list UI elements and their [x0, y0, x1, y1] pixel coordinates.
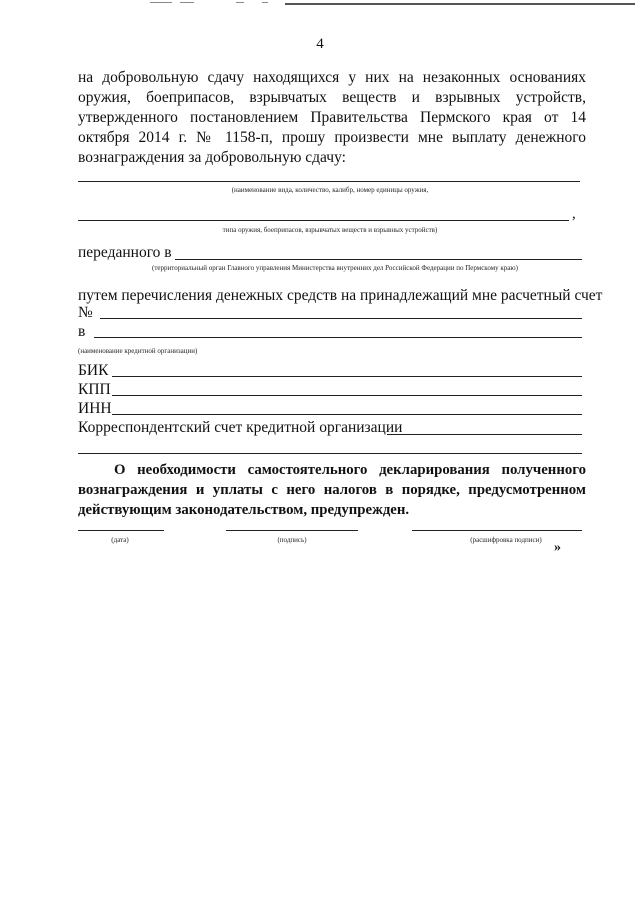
bank-name-line[interactable]	[94, 337, 582, 338]
account-number-line[interactable]	[100, 318, 582, 319]
corr-account-line[interactable]	[387, 434, 582, 435]
corr-account-line-2[interactable]	[78, 453, 582, 454]
transferred-to-label: переданного в	[78, 244, 172, 261]
tax-warning	[78, 460, 586, 520]
territorial-body-line[interactable]	[175, 259, 582, 260]
account-number-label: №	[78, 304, 93, 321]
credit-org-caption: (наименование кредитной организации)	[78, 347, 198, 355]
weapon-type-caption: типа оружия, боеприпасов, взрывчатых веществ и взрывных устройств)	[222, 226, 438, 234]
signature-caption: (подпись)	[277, 536, 307, 544]
intro-paragraph: на добровольную сдачу находящихся у них на незаконных основаниях оружия, боеприпасов, взрывчатых веществ и взрывных устройств, утвержденного постановлением Правительства Пермского края от 14 октября 2014 г. № 1158-п, прошу произвести мне выплату денежного вознаграждения за добровольную сдачу:	[78, 69, 586, 166]
closing-quote: »	[554, 540, 561, 555]
bik-line[interactable]	[112, 376, 582, 377]
bik-label: БИК	[78, 362, 109, 379]
weapon-kind-caption: (наименование вида, количество, калибр, номер единицы оружия,	[231, 186, 429, 194]
scan-artifact-top	[0, 0, 640, 8]
territorial-body-caption: (территориальный орган Главного управления Министерства внутренних дел Российской Федерации по Пермскому краю)	[152, 264, 518, 272]
inn-label: ИНН	[78, 400, 112, 417]
signature-decode-line[interactable]	[412, 530, 582, 531]
weapon-type-comma: ,	[572, 206, 576, 222]
page-number: 4	[316, 36, 324, 52]
kpp-label: КПП	[78, 381, 111, 398]
tax-warning-text: О необходимости самостоятельного декларирования полученного вознаграждения и уплаты с него налогов в порядке, предусмотренном действующим законодательством, предупрежден.	[78, 462, 586, 518]
signature-decode-caption: (расшифровка подписи)	[470, 536, 542, 544]
bank-label: в	[78, 323, 86, 340]
weapon-kind-line[interactable]	[78, 181, 580, 182]
date-caption: (дата)	[111, 536, 129, 544]
inn-line[interactable]	[112, 414, 582, 415]
corr-account-label: Корреспондентский счет кредитной организации	[78, 419, 403, 436]
kpp-line[interactable]	[112, 395, 582, 396]
date-line[interactable]	[78, 530, 164, 531]
payment-text: путем перечисления денежных средств на принадлежащий мне расчетный счет	[78, 287, 603, 304]
signature-line[interactable]	[226, 530, 358, 531]
weapon-type-line[interactable]	[78, 220, 569, 221]
